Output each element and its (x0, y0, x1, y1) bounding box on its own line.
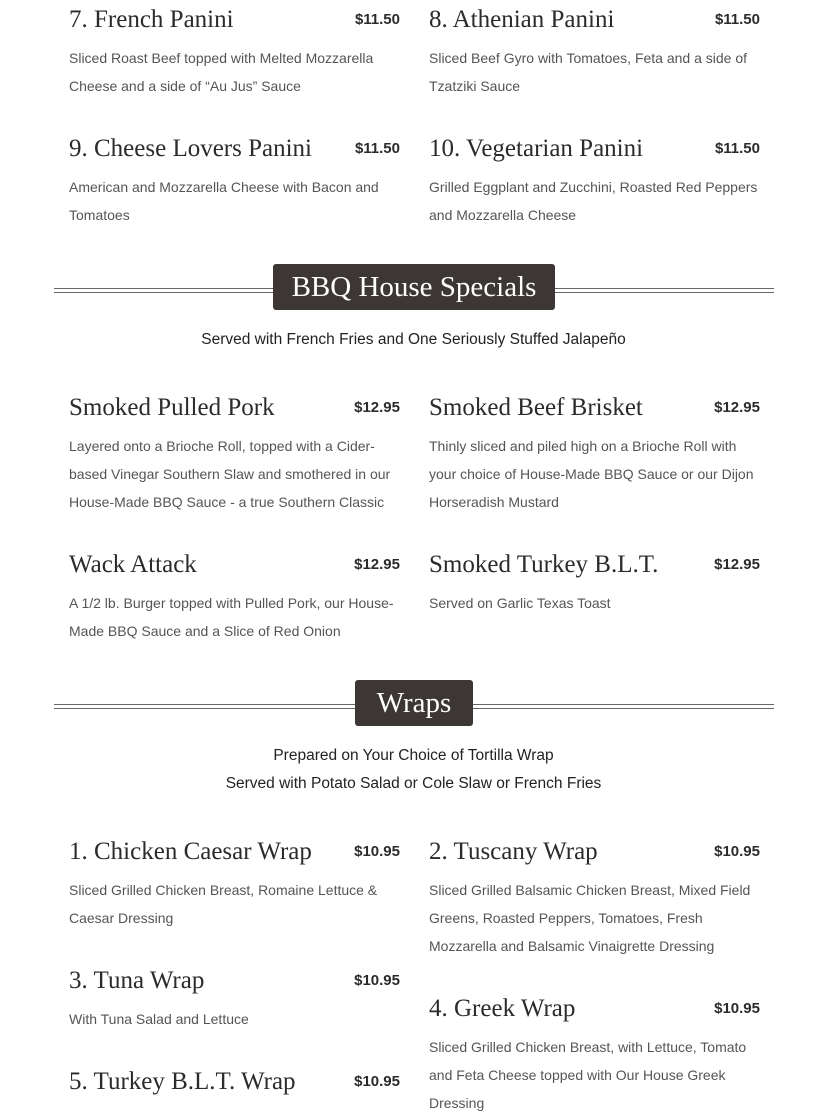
item-title: Smoked Pulled Pork (69, 394, 275, 421)
item-title: Wack Attack (69, 551, 197, 578)
item-price: $10.95 (714, 1000, 760, 1017)
item-price: $10.95 (354, 843, 400, 860)
item-title: 3. Tuna Wrap (69, 967, 205, 994)
item-description: American and Mozzarella Cheese with Bacon and Tomatoes (69, 179, 379, 223)
item-price: $12.95 (714, 556, 760, 573)
item-description: Sliced Grilled Balsamic Chicken Breast, Mixed Field Greens, Roasted Peppers, Tomatoes, Fresh Mozzarella and Balsamic Vinaigrette Dressing (429, 882, 751, 954)
item-price: $11.50 (714, 11, 760, 28)
item-title: 1. Chicken Caesar Wrap (69, 838, 312, 865)
item-title: Smoked Turkey B.L.T. (429, 551, 659, 578)
item-description: Sliced Grilled Chicken Breast, Romaine Lettuce & Caesar Dressing (69, 882, 378, 926)
item-price: $11.50 (354, 11, 400, 28)
item-description: Sliced Grilled Chicken Breast, with Lettuce, Tomato and Feta Cheese topped with Our House Greek Dressing (429, 1039, 747, 1111)
section-heading: BBQ House Specials (273, 264, 555, 310)
item-description: Grilled Eggplant and Zucchini, Roasted Red Peppers and Mozzarella Cheese (429, 179, 758, 223)
item-price: $10.95 (354, 1073, 400, 1090)
item-price: $12.95 (714, 399, 760, 416)
item-price: $10.95 (354, 972, 400, 989)
item-description: With Tuna Salad and Lettuce (69, 1011, 249, 1027)
item-price: $11.50 (354, 140, 400, 157)
item-title: Smoked Beef Brisket (429, 394, 643, 421)
item-title: 5. Turkey B.L.T. Wrap (69, 1068, 296, 1095)
item-title: 9. Cheese Lovers Panini (69, 135, 313, 162)
section-note: Prepared on Your Choice of Tortilla Wrap (273, 747, 554, 764)
item-description: Thinly sliced and piled high on a Brioche Roll with your choice of House-Made BBQ Sauce or our Dijon Horseradish Mustard (429, 438, 754, 510)
section-note: Served with French Fries and One Seriously Stuffed Jalapeño (201, 331, 626, 348)
item-title: 8. Athenian Panini (429, 6, 615, 33)
item-title: 4. Greek Wrap (429, 995, 576, 1022)
item-price: $12.95 (354, 556, 400, 573)
item-price: $10.95 (714, 843, 760, 860)
item-price: $12.95 (354, 399, 400, 416)
item-title: 2. Tuscany Wrap (429, 838, 598, 865)
item-description: Layered onto a Brioche Roll, topped with a Cider-based Vinegar Southern Slaw and smothered in our House-Made BBQ Sauce - a true Southern Classic (69, 438, 391, 510)
item-title: 7. French Panini (69, 6, 234, 33)
item-description: Sliced Beef Gyro with Tomatoes, Feta and a side of Tzatziki Sauce (429, 50, 748, 94)
item-description: Served on Garlic Texas Toast (429, 595, 611, 611)
item-description: Sliced Roast Beef topped with Melted Mozzarella Cheese and a side of “Au Jus” Sauce (69, 50, 374, 94)
item-description: A 1/2 lb. Burger topped with Pulled Pork, our House-Made BBQ Sauce and a Slice of Red Onion (69, 595, 394, 639)
item-price: $11.50 (714, 140, 760, 157)
section-note: Served with Potato Salad or Cole Slaw or French Fries (225, 775, 602, 792)
item-title: 10. Vegetarian Panini (429, 135, 644, 162)
section-heading: Wraps (355, 680, 473, 726)
